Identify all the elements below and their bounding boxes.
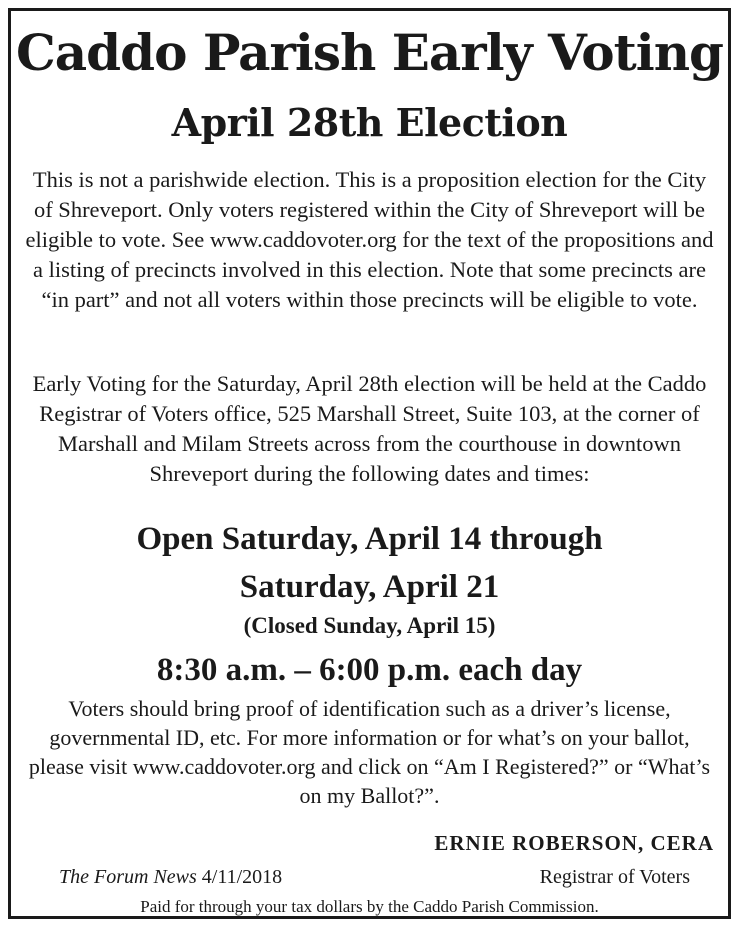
open-dates-line-1: Open Saturday, April 14 through bbox=[136, 521, 603, 557]
ad-subtitle: April 28th Election bbox=[171, 100, 568, 145]
voting-notice-ad bbox=[8, 8, 731, 919]
voting-hours: 8:30 a.m. – 6:00 p.m. each day bbox=[156, 652, 583, 688]
closed-note: (Closed Sunday, April 15) bbox=[243, 613, 496, 638]
signer-title: Registrar of Voters bbox=[539, 866, 690, 888]
publication-line bbox=[59, 863, 282, 891]
open-dates-line-2: Saturday, April 21 bbox=[239, 569, 500, 605]
early-voting-location-paragraph: Early Voting for the Saturday, April 28th election will be held at the Caddo Registrar of Voters office, 525 Marshall Street, Suite 103, at the corner of Marshall and Milam Streets across from the courthouse in downtown Shreveport during the following dates and times: bbox=[32, 371, 707, 486]
publication-name: The Forum News bbox=[59, 866, 197, 888]
identification-paragraph: Voters should bring proof of identification such as a driver’s license, governmental ID, etc. For more information or for what’s on your ballot, please visit www.caddovoter.org and click on “Am I Registered?” or “What’s on my Ballot?”. bbox=[28, 696, 711, 808]
election-scope-paragraph: This is not a parishwide election. This is a proposition election for the City of Shreveport. Only voters registered within the City of Shreveport will be eligible to vote. See www.caddovoter.org for the text of the propositions and a listing of precincts involved in this election. Note that some precincts are “in part” and not all voters within those precincts will be eligible to vote. bbox=[25, 167, 714, 312]
paid-notice: Paid for through your tax dollars by the Caddo Parish Commission. bbox=[140, 897, 599, 916]
signer-name: ERNIE ROBERSON, CERA bbox=[434, 831, 714, 855]
publication-date: 4/11/2018 bbox=[201, 866, 283, 888]
ad-title: Caddo Parish Early Voting bbox=[15, 23, 724, 82]
